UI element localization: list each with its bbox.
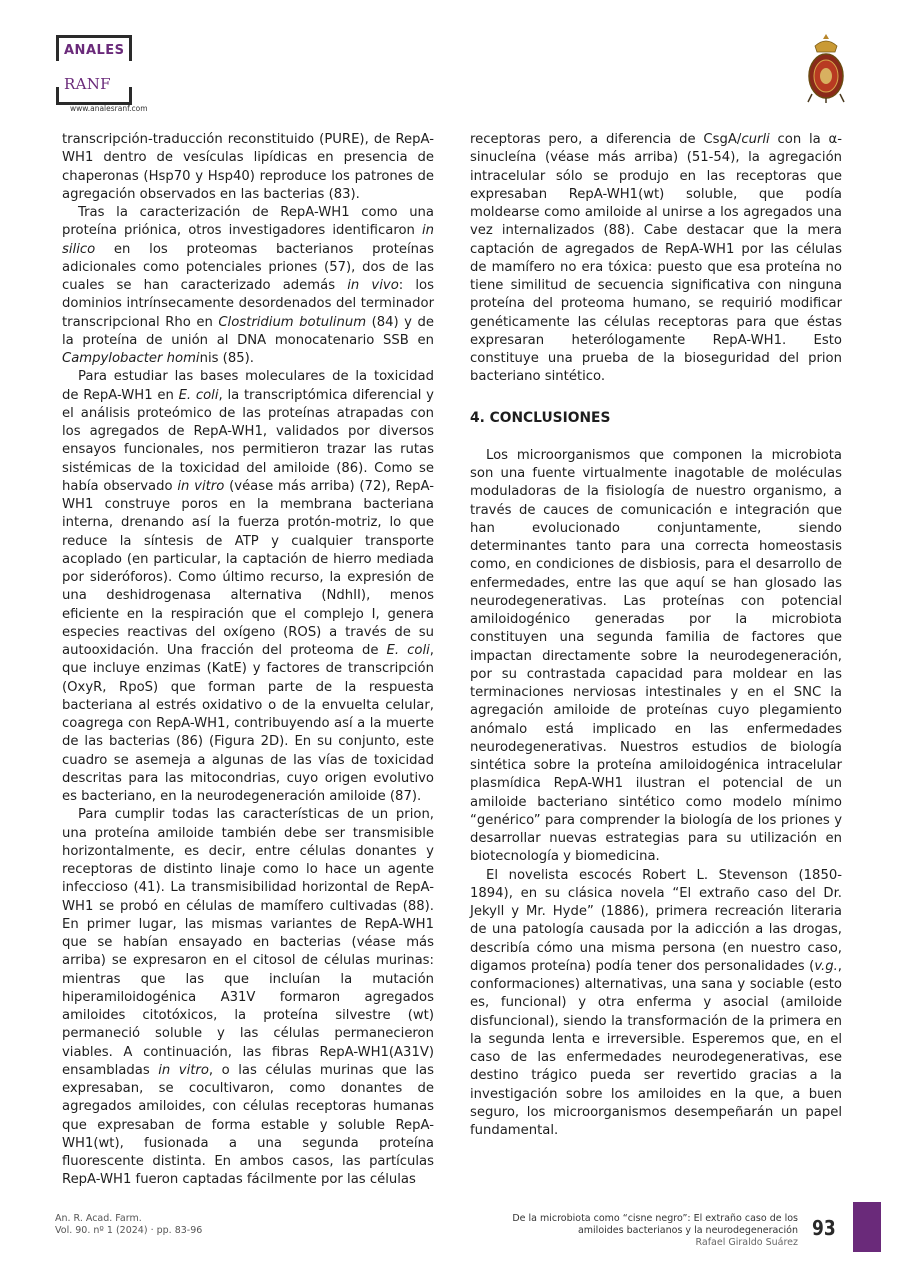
paragraph: receptoras pero, a diferencia de CsgA/curli con la α-sinucleína (véase más arriba) (51-54), la agregación intracelular sólo se produjo en las receptoras que expresaban RepA-WH1(wt) soluble, que podía moldearse como amiloide al unirse a los agregados una vez internalizados (88). Cabe destacar que la mera captación de agregados de RepA-WH1 por las células de mamífero no era tóxica: puesto que esa proteína no tiene similitud de secuencia significativa con ninguna proteína del proteoma humano, se requirió modificar genéticamente las células receptoras para que éstas expresaran heterólogamente RepA-WH1. Esto constituye una prueba de la bioseguridad del prion bacteriano sintético. [470, 132, 842, 385]
paragraph: Para estudiar las bases moleculares de la toxicidad de RepA-WH1 en E. coli, la transcriptómica diferencial y el análisis proteómico de las proteínas atrapadas con los agregados de RepA-WH1, validados por diversos ensayos funcionales, nos permitieron trazar las rutas sistémicas de la toxicidad del amiloide (86). Como se había observado in vitro (véase más arriba) (72), RepA-WH1 construye poros en la membrana bacteriana interna, drenando así la fuerza protón-motriz, lo que reduce la síntesis de ATP y cualquier transporte acoplado (en particular, la captación de hierro mediada por sideróforos). Como último recurso, la expresión de una deshidrogenasa alternativa (NdhII), menos eficiente en la respiración que el complejo I, genera especies reactivas del oxígeno (ROS) a través de su autooxidación. Una fracción del proteoma de E. coli, que incluye enzimas (KatE) y factores de transcripción (OxyR, RpoS) que forman parte de la respuesta bacteriana al estrés oxidativo o de la envuelta celular, coagrega con RepA-WH1, contribuyendo así a la muerte de las bacterias (86) (Figura 2D). En su conjunto, este cuadro se asemeja a algunas de las vías de toxicidad descritas para las mitocondrias, cuyo origen evolutivo es bacteriano, en la neurodegeneración amiloide (87). [62, 369, 435, 804]
journal-logo [56, 35, 186, 115]
journal-name: An. R. Acad. Farm. [55, 1213, 142, 1224]
journal-citation [55, 1213, 202, 1237]
paragraph: transcripción-traducción reconstituido (PURE), de RepA-WH1 dentro de vesículas lipídicas en presencia de chaperonas (Hsp70 y Hsp40) reproduce los patrones de agregación observados en las bacterias (83). [62, 132, 434, 202]
running-title-line1: De la microbiota como “cisne negro”: El extraño caso de los [512, 1213, 798, 1224]
page-number: 93 [812, 1216, 836, 1240]
running-title [438, 1213, 798, 1249]
paragraph: Tras la caracterización de RepA-WH1 como una proteína priónica, otros investigadores identificaron in silico en los proteomas bacterianos proteínas adicionales como potenciales priones (57), dos de las cuales se han caracterizado además in vivo: los dominios intrínsecamente desordenados del terminador transcripcional Rho en Clostridium botulinum (84) y de la proteína de unión al DNA monocatenario SSB en Campylobacter hominis (85). [62, 205, 434, 366]
paragraph: Para cumplir todas las características de un prion, una proteína amiloide también debe ser transmisible horizontalmente, es decir, entre células donantes y receptoras de distinto linaje como lo hace un agente infeccioso (41). La transmisibilidad horizontal de RepA-WH1 se probó en células de mamífero cultivadas (88). En primer lugar, las mismas variantes de RepA-WH1 que se habían ensayado en bacterias (véase más arriba) se expresaron en el citosol de células murinas: mientras que las que incluían la mutación hiperamiloidogénica A31V formaron agregados amiloides citotóxicos, la proteína silvestre (wt) permaneció soluble y las células permanecieron viables. A continuación, las fibras RepA-WH1(A31V) ensambladas in vitro, o las células murinas que las expresaban, se cocultivaron, como donantes de agregados amiloides, con células receptoras humanas que expresaban de forma estable y soluble RepA-WH1(wt), fusionada a una segunda proteína fluorescente distinta. En ambos casos, las partículas RepA-WH1 fueron captadas fácilmente por las células [62, 807, 435, 1188]
right-column [470, 131, 842, 1140]
logo-text-anales: ANALES [64, 43, 125, 58]
journal-url: www.analesranf.com [70, 104, 148, 113]
section-heading: 4. CONCLUSIONES [470, 409, 611, 426]
paragraph: Los microorganismos que componen la microbiota son una fuente virtualmente inagotable de moléculas moduladoras de la fisiología de nuestro organismo, a través de cauces de comunicación e integración que han evolucionado conjuntamente, siendo determinantes tanto para una correcta homeostasis como, en condiciones de disbiosis, para el desarrollo de enfermedades, entre las que aquí se han glosado las neurodegenerativas. Las proteínas con potencial amiloidogénico generadas por la microbiota constituyen una segunda familia de factores que impactan directamente sobre la neurodegeneración, por su contrastada capacidad para moldear en las terminaciones nerviosas intestinales y en el SNC la agregación amiloide de proteínas cuyo plegamiento anómalo está implicado en las enfermedades neurodegenerativas. Nuestros estudios de biología sintética sobre la proteína amiloidogénica intracelular plasmídica RepA-WH1 ilustran el potencial de un amiloide bacteriano sintético como modelo mínimo “genérico” para comprender la biología de los priones y desarrollar nuevas estrategias para su utilización en biotecnología y biomedicina. [470, 447, 842, 865]
running-author: Rafael Giraldo Suárez [695, 1237, 798, 1248]
journal-volume: Vol. 90. nº 1 (2024) · pp. 83-96 [55, 1225, 203, 1236]
page-accent-bar [853, 1202, 881, 1252]
paragraph: El novelista escocés Robert L. Stevenson (1850-1894), en su clásica novela “El extraño caso del Dr. Jekyll y Mr. Hyde” (1886), primera recreación literaria de una patología causada por la adicción a las drogas, describía cómo una misma persona (en nuestro caso, digamos proteína) podía tener dos personalidades (v.g., conformaciones) alternativas, una sana y sociable (esto es, funcional) y otra enferma y asocial (amiloide disfuncional), siendo la transformación de la primera en la segunda lenta e irreversible. Esperemos que, en el caso de las enfermedades neurodegenerativas, ese destino trágico pueda ser revertido gracias a la investigación sobre los amiloides en la que, a buen seguro, los microorganismos desempeñarán un papel fundamental. [470, 867, 842, 1138]
left-column [62, 131, 434, 1190]
academy-seal-icon [802, 32, 850, 104]
logo-text-ranf: RANF [64, 75, 111, 93]
running-title-line2: amiloides bacterianos y la neurodegeneración [577, 1225, 798, 1236]
